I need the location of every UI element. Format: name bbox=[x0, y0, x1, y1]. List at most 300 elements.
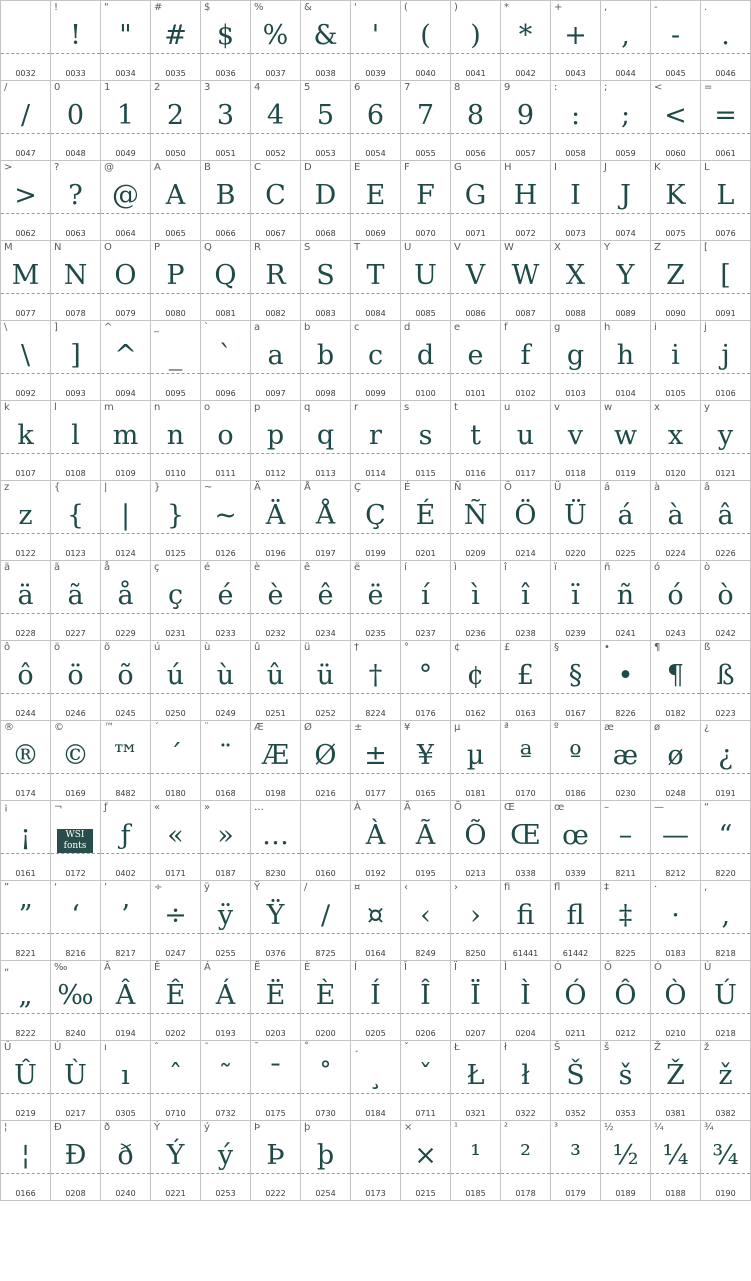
char-code: 0093 bbox=[65, 389, 86, 398]
logo-line: fonts bbox=[63, 841, 87, 851]
char-label: Ã bbox=[404, 802, 411, 813]
char-label: – bbox=[604, 802, 609, 813]
char-cell-0089 bbox=[601, 241, 651, 321]
glyph-sample: w bbox=[613, 420, 638, 451]
char-cell-0091 bbox=[701, 241, 751, 321]
char-label: ˜ bbox=[204, 1042, 209, 1053]
char-code: 61442 bbox=[562, 949, 589, 958]
glyph-sample: Ø bbox=[314, 740, 337, 771]
char-cell-61441 bbox=[501, 881, 551, 961]
char-label: ¥ bbox=[404, 722, 411, 733]
char-code: 0730 bbox=[315, 1109, 336, 1118]
char-label: $ bbox=[204, 2, 211, 13]
glyph-sample: S bbox=[316, 260, 335, 291]
char-label: • bbox=[604, 642, 610, 653]
char-cell-8212 bbox=[651, 801, 701, 881]
glyph-sample: Y bbox=[616, 260, 635, 291]
char-code: 0205 bbox=[365, 1029, 386, 1038]
char-cell-0086 bbox=[451, 241, 501, 321]
glyph-sample: Ê bbox=[165, 980, 186, 1011]
glyph-sample: m bbox=[112, 420, 139, 451]
char-label: ³ bbox=[554, 1122, 559, 1133]
char-label: † bbox=[354, 642, 359, 653]
glyph-sample: Å bbox=[315, 500, 336, 531]
char-cell-0224 bbox=[651, 481, 701, 561]
char-cell-0206 bbox=[401, 961, 451, 1041]
char-cell-0174 bbox=[1, 721, 51, 801]
char-cell-0203 bbox=[251, 961, 301, 1041]
char-code: 0057 bbox=[515, 149, 536, 158]
glyph-sample: ¿ bbox=[718, 740, 733, 771]
glyph-sample: f bbox=[520, 340, 531, 371]
char-cell-0093 bbox=[51, 321, 101, 401]
char-cell-0166 bbox=[1, 1121, 51, 1201]
char-cell-0252 bbox=[301, 641, 351, 721]
char-cell-0253 bbox=[201, 1121, 251, 1201]
glyph-sample: œ bbox=[562, 820, 589, 851]
glyph-sample: u bbox=[516, 420, 535, 451]
char-cell-0119 bbox=[601, 401, 651, 481]
glyph-sample: n bbox=[166, 420, 185, 451]
glyph-sample: 2 bbox=[166, 100, 185, 131]
glyph-sample: Í bbox=[370, 980, 381, 1011]
char-cell-0079 bbox=[101, 241, 151, 321]
char-label: { bbox=[54, 482, 61, 493]
char-code: 0239 bbox=[565, 629, 586, 638]
char-code: 0381 bbox=[665, 1109, 686, 1118]
glyph-sample: V bbox=[465, 260, 486, 291]
glyph-sample: é bbox=[217, 580, 234, 611]
char-label: n bbox=[154, 402, 161, 413]
glyph-sample: Ç bbox=[365, 500, 386, 531]
char-code: 0322 bbox=[515, 1109, 536, 1118]
char-label: ; bbox=[604, 82, 608, 93]
char-label: B bbox=[204, 162, 211, 173]
char-cell-0188 bbox=[651, 1121, 701, 1201]
char-code: 0163 bbox=[515, 709, 536, 718]
char-code: 0231 bbox=[165, 629, 186, 638]
char-code: 0222 bbox=[265, 1189, 286, 1198]
glyph-sample: ¼ bbox=[662, 1140, 689, 1171]
char-label: k bbox=[4, 402, 10, 413]
glyph-sample: † bbox=[368, 660, 383, 691]
char-label: Æ bbox=[254, 722, 264, 733]
glyph-sample: ' bbox=[371, 20, 380, 51]
char-code: 0732 bbox=[215, 1109, 236, 1118]
char-cell-0242 bbox=[701, 561, 751, 641]
char-code: 0168 bbox=[215, 789, 236, 798]
char-label: p bbox=[254, 402, 261, 413]
char-label: r bbox=[354, 402, 359, 413]
char-cell-0122 bbox=[1, 481, 51, 561]
char-label: £ bbox=[504, 642, 511, 653]
char-label: K bbox=[654, 162, 661, 173]
char-cell-0035 bbox=[151, 1, 201, 81]
char-label: S bbox=[304, 242, 311, 253]
char-label: ê bbox=[304, 562, 311, 573]
char-label: Y bbox=[604, 242, 611, 253]
char-label: / bbox=[4, 82, 8, 93]
char-code: 0242 bbox=[715, 629, 736, 638]
char-label: . bbox=[704, 2, 708, 13]
char-code: 0120 bbox=[665, 469, 686, 478]
char-cell-0209 bbox=[451, 481, 501, 561]
glyph-sample: È bbox=[315, 980, 336, 1011]
glyph-sample: W bbox=[511, 260, 540, 291]
char-code: 0213 bbox=[465, 869, 486, 878]
glyph-sample: Ó bbox=[564, 980, 587, 1011]
char-code: 8225 bbox=[615, 949, 636, 958]
char-cell-0078 bbox=[51, 241, 101, 321]
glyph-sample: ¹ bbox=[470, 1140, 481, 1171]
char-label: Î bbox=[404, 962, 407, 973]
char-label: * bbox=[504, 2, 509, 13]
char-cell-0222 bbox=[251, 1121, 301, 1201]
glyph-sample: T bbox=[366, 260, 385, 291]
char-code: 0089 bbox=[615, 309, 636, 318]
char-label: § bbox=[554, 642, 559, 653]
glyph-sample: ˆ bbox=[168, 1060, 183, 1091]
char-label: è bbox=[254, 562, 261, 573]
char-code: 0229 bbox=[115, 629, 136, 638]
char-label: X bbox=[554, 242, 561, 253]
char-label: › bbox=[454, 882, 458, 893]
glyph-sample: ¥ bbox=[416, 740, 435, 771]
char-cell-0201 bbox=[401, 481, 451, 561]
char-code: 0232 bbox=[265, 629, 286, 638]
char-label: o bbox=[204, 402, 211, 413]
char-cell-0115 bbox=[401, 401, 451, 481]
glyph-sample: · bbox=[671, 900, 680, 931]
char-code: 0111 bbox=[215, 469, 236, 478]
glyph-sample: ƒ bbox=[120, 820, 131, 851]
char-label: ¦ bbox=[4, 1122, 8, 1133]
char-label: I bbox=[554, 162, 557, 173]
glyph-sample: À bbox=[365, 820, 386, 851]
char-label: Ô bbox=[604, 962, 612, 973]
char-label: J bbox=[604, 162, 607, 173]
char-code: 0208 bbox=[65, 1189, 86, 1198]
glyph-sample: O bbox=[114, 260, 137, 291]
char-cell-0169 bbox=[51, 721, 101, 801]
glyph-sample: á bbox=[617, 500, 634, 531]
char-cell-0192 bbox=[351, 801, 401, 881]
char-label: 2 bbox=[154, 82, 161, 93]
char-code: 0179 bbox=[565, 1189, 586, 1198]
char-code: 0075 bbox=[665, 229, 686, 238]
char-code: 0049 bbox=[115, 149, 136, 158]
char-code: 0188 bbox=[665, 1189, 686, 1198]
char-code: 0165 bbox=[415, 789, 436, 798]
char-code: 0083 bbox=[315, 309, 336, 318]
char-label: æ bbox=[604, 722, 614, 733]
glyph-sample: « bbox=[167, 820, 184, 851]
char-cell-0353 bbox=[601, 1041, 651, 1121]
char-label: Ž bbox=[654, 1042, 661, 1053]
char-code: 0086 bbox=[465, 309, 486, 318]
char-label: ¸ bbox=[354, 1042, 359, 1053]
char-cell-0173 bbox=[351, 1121, 401, 1201]
char-cell-0049 bbox=[101, 81, 151, 161]
char-code: 0234 bbox=[315, 629, 336, 638]
char-code: 0106 bbox=[715, 389, 736, 398]
glyph-sample: Ł bbox=[466, 1060, 485, 1091]
char-label: \ bbox=[4, 322, 8, 333]
char-cell-0225 bbox=[601, 481, 651, 561]
glyph-sample: ò bbox=[717, 580, 734, 611]
char-label: 3 bbox=[204, 82, 211, 93]
char-cell-0244 bbox=[1, 641, 51, 721]
glyph-sample: + bbox=[564, 20, 587, 51]
char-cell-0254 bbox=[301, 1121, 351, 1201]
glyph-sample: Ì bbox=[520, 980, 531, 1011]
char-label: ù bbox=[204, 642, 211, 653]
char-label: ® bbox=[4, 722, 14, 733]
char-cell-0176 bbox=[401, 641, 451, 721]
char-label: þ bbox=[304, 1122, 311, 1133]
char-label: ¬ bbox=[54, 802, 63, 813]
glyph-sample: “ bbox=[718, 820, 733, 851]
char-label: ł bbox=[504, 1042, 507, 1053]
char-code: 8240 bbox=[65, 1029, 86, 1038]
char-label: : bbox=[554, 82, 558, 93]
char-cell-0236 bbox=[451, 561, 501, 641]
glyph-sample: å bbox=[117, 580, 134, 611]
glyph-sample: x bbox=[667, 420, 684, 451]
char-code: 0084 bbox=[365, 309, 386, 318]
char-label: ` bbox=[204, 322, 209, 333]
char-code: 0041 bbox=[465, 69, 486, 78]
glyph-sample: Œ bbox=[510, 820, 541, 851]
char-code: 0060 bbox=[665, 149, 686, 158]
char-code: 0112 bbox=[265, 469, 286, 478]
char-label: ( bbox=[404, 2, 408, 13]
glyph-sample: ~ bbox=[214, 500, 237, 531]
char-label: ± bbox=[354, 722, 363, 733]
char-label: 6 bbox=[354, 82, 361, 93]
glyph-sample: > bbox=[14, 180, 37, 211]
char-code: 0059 bbox=[615, 149, 636, 158]
glyph-sample: ñ bbox=[616, 580, 635, 611]
glyph-sample: ) bbox=[470, 20, 481, 51]
glyph-sample: N bbox=[63, 260, 88, 291]
char-code: 0070 bbox=[415, 229, 436, 238]
char-code: 0081 bbox=[215, 309, 236, 318]
char-cell-0109 bbox=[101, 401, 151, 481]
glyph-sample: × bbox=[414, 1140, 437, 1171]
char-cell-0219 bbox=[1, 1041, 51, 1121]
glyph-sample: 6 bbox=[366, 100, 385, 131]
char-label: ˚ bbox=[304, 1042, 309, 1053]
char-cell-0214 bbox=[501, 481, 551, 561]
glyph-sample: ¾ bbox=[712, 1140, 739, 1171]
char-cell-0050 bbox=[151, 81, 201, 161]
char-code: 0182 bbox=[665, 709, 686, 718]
char-code: 0096 bbox=[215, 389, 236, 398]
glyph-sample: = bbox=[714, 100, 737, 131]
glyph-sample: ¯ bbox=[268, 1060, 283, 1091]
glyph-sample: ó bbox=[667, 580, 684, 611]
char-code: 8217 bbox=[115, 949, 136, 958]
char-cell-0255 bbox=[201, 881, 251, 961]
glyph-sample: < bbox=[664, 100, 687, 131]
glyph-sample: H bbox=[513, 180, 538, 211]
char-label: Ü bbox=[554, 482, 562, 493]
char-cell-0047 bbox=[1, 81, 51, 161]
char-cell-0231 bbox=[151, 561, 201, 641]
char-cell-61442 bbox=[551, 881, 601, 961]
glyph-sample: ® bbox=[12, 740, 39, 771]
glyph-sample: ç bbox=[167, 580, 184, 611]
char-code: 0172 bbox=[65, 869, 86, 878]
glyph-sample: ª bbox=[519, 740, 532, 771]
char-code: 0203 bbox=[265, 1029, 286, 1038]
glyph-sample: ‡ bbox=[618, 900, 633, 931]
char-cell-0170 bbox=[501, 721, 551, 801]
char-cell-8230 bbox=[251, 801, 301, 881]
char-code: 0217 bbox=[65, 1109, 86, 1118]
glyph-sample: Î bbox=[420, 980, 431, 1011]
char-label: 7 bbox=[404, 82, 411, 93]
char-label: Ó bbox=[554, 962, 562, 973]
char-cell-0235 bbox=[351, 561, 401, 641]
char-label: Ö bbox=[504, 482, 512, 493]
char-code: 0181 bbox=[465, 789, 486, 798]
glyph-sample: µ bbox=[466, 740, 485, 771]
char-cell-0305 bbox=[101, 1041, 151, 1121]
glyph-sample: § bbox=[568, 660, 583, 691]
glyph-sample: y bbox=[717, 420, 734, 451]
char-label: R bbox=[254, 242, 261, 253]
char-label: Ø bbox=[304, 722, 312, 733]
char-label: ü bbox=[304, 642, 311, 653]
char-cell-0183 bbox=[651, 881, 701, 961]
char-code: 0116 bbox=[465, 469, 486, 478]
char-label: Z bbox=[654, 242, 661, 253]
char-cell-8725 bbox=[301, 881, 351, 961]
char-label: ı bbox=[104, 1042, 107, 1053]
char-label: Š bbox=[554, 1042, 561, 1053]
char-label: D bbox=[304, 162, 312, 173]
char-code: 0110 bbox=[165, 469, 186, 478]
char-label: “ bbox=[704, 802, 710, 813]
char-cell-0211 bbox=[551, 961, 601, 1041]
char-label: Ì bbox=[504, 962, 507, 973]
char-label: ] bbox=[54, 322, 58, 333]
char-cell-0189 bbox=[601, 1121, 651, 1201]
char-cell-0097 bbox=[251, 321, 301, 401]
glyph-sample: " bbox=[119, 20, 132, 51]
char-label: l bbox=[54, 402, 57, 413]
char-code: 0214 bbox=[515, 549, 536, 558]
char-cell-0237 bbox=[401, 561, 451, 641]
char-cell-0085 bbox=[401, 241, 451, 321]
char-cell-0071 bbox=[451, 161, 501, 241]
char-code: 0123 bbox=[65, 549, 86, 558]
glyph-sample: Q bbox=[214, 260, 237, 291]
char-label: % bbox=[254, 2, 264, 13]
char-code: 0251 bbox=[265, 709, 286, 718]
char-label: Þ bbox=[254, 1122, 261, 1133]
char-code: 0226 bbox=[715, 549, 736, 558]
char-code: 0250 bbox=[165, 709, 186, 718]
glyph-sample: ™ bbox=[112, 740, 139, 771]
char-cell-8220 bbox=[701, 801, 751, 881]
char-code: 0095 bbox=[165, 389, 186, 398]
char-code: 0056 bbox=[465, 149, 486, 158]
char-code: 0240 bbox=[115, 1189, 136, 1198]
char-label: Ë bbox=[254, 962, 261, 973]
char-cell-0102 bbox=[501, 321, 551, 401]
char-label: ¯ bbox=[254, 1042, 259, 1053]
char-cell-0179 bbox=[551, 1121, 601, 1201]
glyph-sample: ë bbox=[367, 580, 384, 611]
char-cell-0182 bbox=[651, 641, 701, 721]
char-label: , bbox=[604, 2, 608, 13]
char-code: 0038 bbox=[315, 69, 336, 78]
char-code: 8230 bbox=[265, 869, 286, 878]
glyph-sample: â bbox=[717, 500, 734, 531]
char-label: ﬁ bbox=[504, 882, 511, 893]
char-code: 0117 bbox=[515, 469, 536, 478]
char-label: g bbox=[554, 322, 561, 333]
char-cell-0036 bbox=[201, 1, 251, 81]
glyph-sample: Ò bbox=[664, 980, 687, 1011]
glyph-sample: B bbox=[215, 180, 236, 211]
glyph-sample: ÿ bbox=[217, 900, 234, 931]
char-cell-0249 bbox=[201, 641, 251, 721]
char-code: 0032 bbox=[15, 69, 36, 78]
char-code: 0054 bbox=[365, 149, 386, 158]
char-label: Ï bbox=[454, 962, 457, 973]
char-code: 0104 bbox=[615, 389, 636, 398]
glyph-sample: Ë bbox=[265, 980, 286, 1011]
char-cell-0338 bbox=[501, 801, 551, 881]
char-code: 0068 bbox=[315, 229, 336, 238]
char-code: 0254 bbox=[315, 1189, 336, 1198]
char-label: G bbox=[454, 162, 462, 173]
char-code: 8249 bbox=[415, 949, 436, 958]
char-code: 0180 bbox=[165, 789, 186, 798]
char-cell-0069 bbox=[351, 161, 401, 241]
char-code: 0353 bbox=[615, 1109, 636, 1118]
char-cell-0048 bbox=[51, 81, 101, 161]
char-label: c bbox=[354, 322, 360, 333]
char-cell-0114 bbox=[351, 401, 401, 481]
char-cell-0094 bbox=[101, 321, 151, 401]
char-code: 0033 bbox=[65, 69, 86, 78]
char-label: Ê bbox=[154, 962, 161, 973]
char-cell-0037 bbox=[251, 1, 301, 81]
char-label: ß bbox=[704, 642, 711, 653]
glyph-sample: X bbox=[565, 260, 586, 291]
char-label: ž bbox=[704, 1042, 710, 1053]
glyph-sample: ì bbox=[471, 580, 480, 611]
char-label: # bbox=[154, 2, 163, 13]
char-code: 0099 bbox=[365, 389, 386, 398]
char-cell-0111 bbox=[201, 401, 251, 481]
char-label: W bbox=[504, 242, 514, 253]
char-cell-0118 bbox=[551, 401, 601, 481]
char-cell-0066 bbox=[201, 161, 251, 241]
char-label: É bbox=[404, 482, 411, 493]
glyph-sample: ˚ bbox=[318, 1060, 333, 1091]
char-label: ‚ bbox=[704, 882, 708, 893]
char-code: 0177 bbox=[365, 789, 386, 798]
char-label: N bbox=[54, 242, 62, 253]
glyph-sample: _ bbox=[168, 340, 183, 371]
char-cell-0250 bbox=[151, 641, 201, 721]
